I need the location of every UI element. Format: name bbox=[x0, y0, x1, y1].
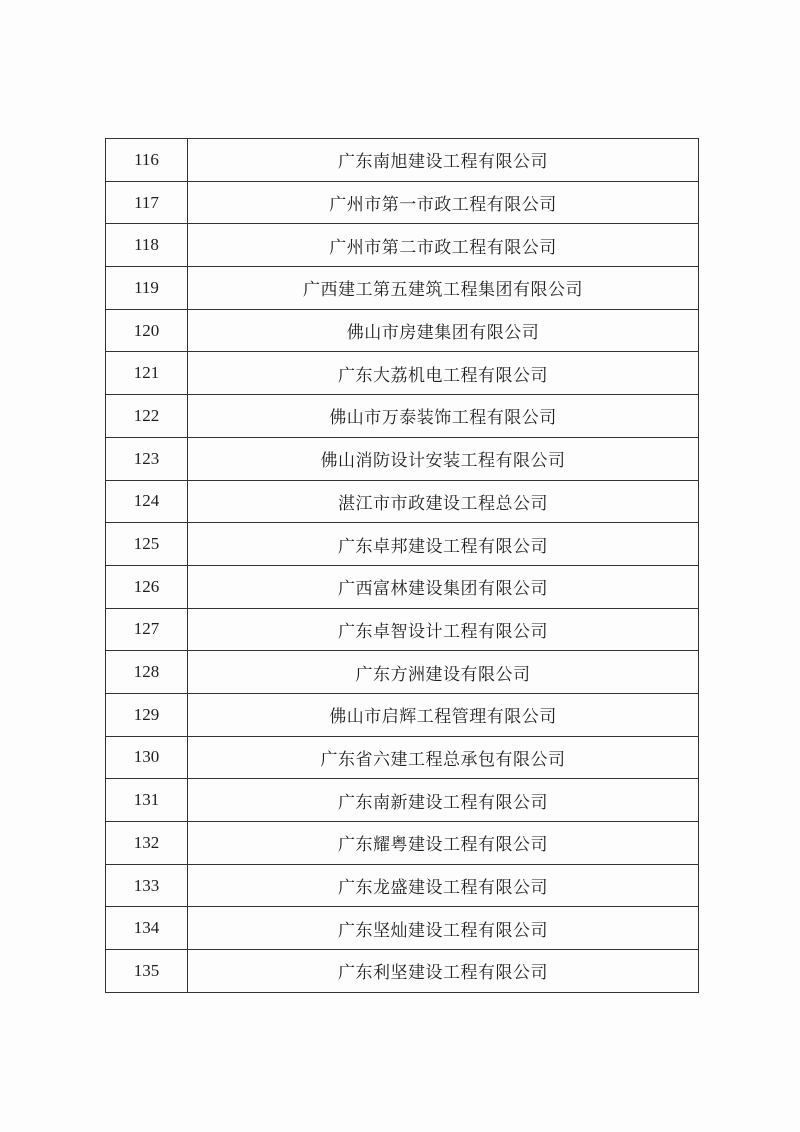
table-row bbox=[106, 608, 699, 651]
company-name: 广东南新建设工程有限公司 bbox=[188, 779, 699, 822]
company-name: 广西富林建设集团有限公司 bbox=[188, 565, 699, 608]
row-number: 117 bbox=[106, 181, 188, 224]
company-name: 广州市第二市政工程有限公司 bbox=[188, 224, 699, 267]
company-name: 佛山市万泰装饰工程有限公司 bbox=[188, 395, 699, 438]
table-row bbox=[106, 736, 699, 779]
table-row bbox=[106, 139, 699, 182]
company-name: 广西建工第五建筑工程集团有限公司 bbox=[188, 267, 699, 310]
company-name: 广东大荔机电工程有限公司 bbox=[188, 352, 699, 395]
company-name: 广东耀粤建设工程有限公司 bbox=[188, 822, 699, 865]
company-name: 广东南旭建设工程有限公司 bbox=[188, 139, 699, 182]
table-row bbox=[106, 950, 699, 993]
row-number: 134 bbox=[106, 907, 188, 950]
row-number: 133 bbox=[106, 864, 188, 907]
company-name: 广东龙盛建设工程有限公司 bbox=[188, 864, 699, 907]
row-number: 126 bbox=[106, 565, 188, 608]
table-row bbox=[106, 352, 699, 395]
company-name: 佛山市房建集团有限公司 bbox=[188, 309, 699, 352]
table-row bbox=[106, 224, 699, 267]
row-number: 119 bbox=[106, 267, 188, 310]
row-number: 130 bbox=[106, 736, 188, 779]
company-name: 广东卓智设计工程有限公司 bbox=[188, 608, 699, 651]
table-row bbox=[106, 267, 699, 310]
company-name: 佛山消防设计安装工程有限公司 bbox=[188, 437, 699, 480]
row-number: 128 bbox=[106, 651, 188, 694]
company-name: 广东方洲建设有限公司 bbox=[188, 651, 699, 694]
row-number: 127 bbox=[106, 608, 188, 651]
table-row bbox=[106, 523, 699, 566]
row-number: 121 bbox=[106, 352, 188, 395]
company-name: 广东省六建工程总承包有限公司 bbox=[188, 736, 699, 779]
table-row bbox=[106, 565, 699, 608]
company-name: 广东利坚建设工程有限公司 bbox=[188, 950, 699, 993]
row-number: 123 bbox=[106, 437, 188, 480]
table-row bbox=[106, 480, 699, 523]
table-row bbox=[106, 907, 699, 950]
table-row bbox=[106, 395, 699, 438]
row-number: 132 bbox=[106, 822, 188, 865]
company-list-body bbox=[106, 139, 699, 993]
row-number: 135 bbox=[106, 950, 188, 993]
table-row bbox=[106, 181, 699, 224]
company-name: 佛山市启辉工程管理有限公司 bbox=[188, 693, 699, 736]
table-row bbox=[106, 693, 699, 736]
table-row bbox=[106, 779, 699, 822]
table-row bbox=[106, 437, 699, 480]
table-row bbox=[106, 822, 699, 865]
row-number: 125 bbox=[106, 523, 188, 566]
company-name: 广州市第一市政工程有限公司 bbox=[188, 181, 699, 224]
company-name: 广东卓邦建设工程有限公司 bbox=[188, 523, 699, 566]
company-name: 湛江市市政建设工程总公司 bbox=[188, 480, 699, 523]
company-list-table bbox=[105, 138, 699, 993]
row-number: 120 bbox=[106, 309, 188, 352]
table-row bbox=[106, 651, 699, 694]
row-number: 122 bbox=[106, 395, 188, 438]
company-name: 广东坚灿建设工程有限公司 bbox=[188, 907, 699, 950]
row-number: 118 bbox=[106, 224, 188, 267]
table-row bbox=[106, 864, 699, 907]
row-number: 124 bbox=[106, 480, 188, 523]
row-number: 129 bbox=[106, 693, 188, 736]
row-number: 131 bbox=[106, 779, 188, 822]
row-number: 116 bbox=[106, 139, 188, 182]
table-row bbox=[106, 309, 699, 352]
